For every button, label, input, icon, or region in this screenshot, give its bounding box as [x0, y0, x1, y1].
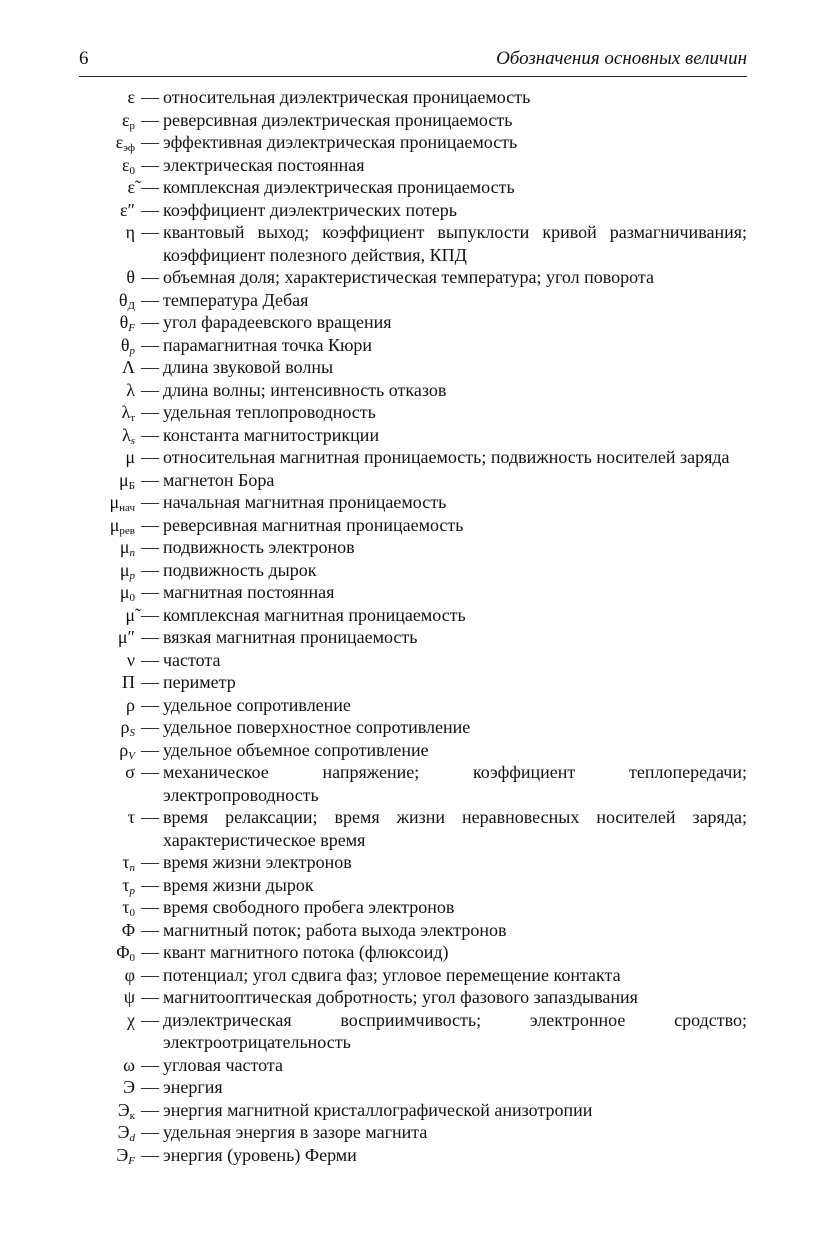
symbol — [79, 334, 135, 357]
definition: время жизни дырок — [163, 874, 314, 895]
definition: время свободного пробега электронов — [163, 897, 455, 917]
definition: длина волны; интенсивность отказов — [163, 379, 447, 400]
em-dash: — — [141, 739, 159, 760]
symbol-base: ρ — [126, 694, 135, 715]
symbol — [79, 896, 135, 919]
list-item — [79, 536, 747, 559]
list-item — [79, 649, 747, 672]
page-header — [79, 48, 747, 72]
em-dash: — — [141, 1099, 159, 1120]
definition: угловая частота — [163, 1054, 283, 1075]
symbol-base: Э — [116, 1144, 129, 1165]
list-item — [79, 761, 747, 806]
symbol — [79, 761, 135, 784]
symbol — [79, 469, 135, 492]
symbol — [79, 311, 135, 334]
list-item — [79, 221, 747, 266]
definition: время релаксации; время жизни неравновесных носителей заряда; характеристическое время — [163, 807, 747, 850]
definition: время жизни электронов — [163, 852, 352, 872]
symbol — [79, 424, 135, 447]
symbol-base: τ — [122, 852, 130, 872]
symbol — [79, 1144, 135, 1167]
symbol — [79, 964, 135, 987]
symbol — [79, 806, 135, 829]
symbol-subscript: s — [130, 434, 135, 447]
em-dash: — — [141, 582, 159, 602]
symbol-base: ρ — [119, 739, 129, 760]
em-dash: — — [141, 199, 159, 220]
list-item — [79, 401, 747, 424]
definition: начальная магнитная проницаемость — [163, 492, 447, 512]
list-item — [79, 109, 747, 132]
definition: объемная доля; характеристическая температура; угол поворота — [163, 267, 654, 287]
symbol — [79, 986, 135, 1009]
symbol-base: ψ — [123, 987, 135, 1007]
symbol-subscript: p — [129, 344, 135, 357]
symbol — [79, 491, 135, 514]
em-dash: — — [141, 537, 159, 557]
definition: удельное объемное сопротивление — [163, 739, 429, 760]
definition: удельная теплопроводность — [163, 402, 376, 422]
symbol-subscript: р — [129, 119, 135, 132]
list-item — [79, 716, 747, 739]
em-dash: — — [141, 424, 159, 445]
em-dash: — — [141, 964, 159, 985]
definition: удельное сопротивление — [163, 694, 351, 715]
symbol-subscript: n — [129, 547, 135, 559]
symbol-base: θ — [126, 267, 135, 287]
list-item — [79, 874, 747, 897]
em-dash: — — [141, 492, 159, 512]
symbol — [79, 1099, 135, 1122]
list-item — [79, 266, 747, 289]
em-dash: — — [141, 469, 159, 490]
symbol-base: ε — [121, 154, 130, 175]
symbol — [79, 1076, 135, 1099]
symbol-base: λ — [126, 379, 135, 400]
list-item — [79, 941, 747, 964]
symbol — [79, 1121, 135, 1144]
definition: парамагнитная точка Кюри — [163, 334, 373, 355]
list-item — [79, 514, 747, 537]
definition: магнетон Бора — [163, 469, 275, 490]
symbol — [79, 86, 135, 109]
symbol-base: θ — [118, 289, 128, 310]
symbol-subscript: V — [128, 749, 135, 762]
list-item — [79, 469, 747, 492]
symbol — [79, 649, 135, 672]
definition: магнитная постоянная — [163, 582, 335, 602]
em-dash: — — [141, 762, 159, 782]
symbol — [79, 604, 135, 627]
list-item — [79, 604, 747, 627]
definition: вязкая магнитная проницаемость — [163, 627, 418, 647]
definition: комплексная диэлектрическая проницаемость — [163, 177, 515, 197]
em-dash: — — [141, 109, 159, 130]
definition: относительная диэлектрическая проницаемость — [163, 87, 531, 107]
symbol — [79, 941, 135, 964]
symbol-base: ε — [115, 132, 124, 152]
symbol-base: ν — [126, 649, 135, 670]
list-item — [79, 446, 747, 469]
symbol — [79, 536, 135, 559]
list-item — [79, 694, 747, 717]
symbol-base: θ — [119, 312, 129, 332]
symbol-base: μ — [119, 559, 130, 580]
definition: квантовый выход; коэффициент выпуклости кривой размагничивания; коэффициент полезного действия, КПД — [163, 222, 747, 265]
definition: магнитный поток; работа выхода электронов — [163, 919, 507, 940]
symbol-subscript: p — [129, 884, 135, 897]
symbol — [79, 131, 135, 154]
symbol-subscript: S — [129, 727, 135, 739]
definition: коэффициент диэлектрических потерь — [163, 199, 457, 220]
symbol-base: μ — [125, 447, 135, 467]
list-item — [79, 199, 747, 222]
symbol-base: μ — [109, 492, 120, 512]
symbol — [79, 559, 135, 582]
em-dash: — — [141, 267, 159, 287]
symbol-base: Φ — [121, 919, 135, 940]
definition: удельное поверхностное сопротивление — [163, 717, 471, 737]
symbol — [79, 266, 135, 289]
list-item — [79, 1121, 747, 1144]
symbol — [79, 581, 135, 604]
symbol — [79, 874, 135, 897]
symbol-base: ε″ — [119, 199, 135, 220]
symbol-base: φ — [124, 964, 135, 985]
list-item — [79, 311, 747, 334]
symbol — [79, 446, 135, 469]
symbol-subscript: p — [129, 569, 135, 582]
em-dash: — — [141, 222, 159, 242]
em-dash: — — [141, 357, 159, 377]
em-dash: — — [141, 334, 159, 355]
symbol-base: μ — [119, 469, 129, 490]
symbol-subscript: d — [129, 1132, 135, 1144]
em-dash: — — [141, 402, 159, 422]
symbol-base: μ — [119, 537, 130, 557]
list-item — [79, 626, 747, 649]
em-dash: — — [141, 649, 159, 670]
definition: константа магнитострикции — [163, 424, 380, 445]
symbol-base: μ″ — [117, 627, 135, 647]
definition: энергия (уровень) Ферми — [163, 1144, 357, 1165]
definition: периметр — [163, 672, 236, 692]
header-rule — [79, 76, 747, 77]
definition: относительная магнитная проницаемость; подвижность носителей заряда — [163, 447, 730, 467]
em-dash: — — [141, 1054, 159, 1075]
symbol — [79, 626, 135, 649]
symbol-subscript: Д — [127, 299, 135, 312]
symbol — [79, 289, 135, 312]
symbol-list — [79, 86, 747, 1166]
list-item — [79, 356, 747, 379]
list-item — [79, 581, 747, 604]
symbol-base: Э — [117, 1122, 130, 1142]
symbol-subscript: к — [129, 1109, 135, 1122]
symbol-subscript: 0 — [129, 592, 135, 604]
symbol-base: ε̃ — [127, 177, 135, 197]
symbol-base: ρ — [120, 717, 130, 737]
symbol-base: Π — [122, 672, 135, 692]
list-item — [79, 1099, 747, 1122]
symbol-subscript: т — [130, 412, 135, 424]
symbol-base: μ — [119, 582, 130, 602]
list-item — [79, 851, 747, 874]
symbol-subscript: F — [128, 322, 135, 334]
em-dash: — — [141, 604, 159, 625]
symbol-base: μ̃ — [125, 604, 135, 625]
em-dash: — — [141, 177, 159, 197]
em-dash: — — [141, 1144, 159, 1165]
definition: комплексная магнитная проницаемость — [163, 604, 466, 625]
symbol-subscript: 0 — [129, 952, 135, 964]
em-dash: — — [141, 919, 159, 940]
em-dash: — — [141, 1009, 159, 1030]
symbol-base: μ — [109, 514, 120, 535]
definition: квант магнитного потока (флюксоид) — [163, 942, 449, 962]
symbol — [79, 1054, 135, 1077]
symbol-base: τ — [122, 874, 130, 895]
em-dash: — — [141, 672, 159, 692]
page-number: 6 — [79, 48, 89, 69]
list-item — [79, 86, 747, 109]
symbol — [79, 356, 135, 379]
em-dash: — — [141, 717, 159, 737]
symbol-base: η — [125, 222, 135, 242]
em-dash: — — [141, 1122, 159, 1142]
em-dash: — — [141, 87, 159, 107]
definition: диэлектрическая восприимчивость; электронное сродство; электроотрицательность — [163, 1009, 747, 1052]
definition: энергия магнитной кристаллографической анизотропии — [163, 1099, 593, 1120]
em-dash: — — [141, 694, 159, 715]
list-item — [79, 289, 747, 312]
em-dash: — — [141, 627, 159, 647]
em-dash: — — [141, 447, 159, 467]
em-dash: — — [141, 1077, 159, 1097]
em-dash: — — [141, 987, 159, 1007]
running-title: Обозначения основных величин — [496, 48, 747, 69]
symbol — [79, 199, 135, 222]
symbol-base: λ — [121, 402, 131, 422]
em-dash: — — [141, 312, 159, 332]
definition: длина звуковой волны — [163, 357, 334, 377]
symbol — [79, 671, 135, 694]
symbol — [79, 739, 135, 762]
symbol-base: Φ — [116, 942, 130, 962]
symbol — [79, 1009, 135, 1032]
symbol-base: τ — [127, 807, 135, 827]
symbol-base: Λ — [121, 357, 135, 377]
symbol-base: λ — [121, 424, 131, 445]
list-item — [79, 154, 747, 177]
em-dash: — — [141, 942, 159, 962]
symbol-base: ε — [121, 109, 130, 130]
symbol — [79, 851, 135, 874]
symbol — [79, 694, 135, 717]
symbol — [79, 109, 135, 132]
symbol-base: τ — [122, 897, 130, 917]
em-dash: — — [141, 132, 159, 152]
symbol-base: χ — [127, 1009, 135, 1030]
symbol-base: Э — [117, 1099, 130, 1120]
em-dash: — — [141, 154, 159, 175]
symbol-subscript: n — [129, 862, 135, 874]
definition: подвижность дырок — [163, 559, 317, 580]
symbol — [79, 401, 135, 424]
definition: механическое напряжение; коэффициент теплопередачи; электропроводность — [163, 762, 747, 805]
symbol — [79, 221, 135, 244]
list-item — [79, 379, 747, 402]
definition: электрическая постоянная — [163, 154, 365, 175]
symbol — [79, 514, 135, 537]
definition: магнитооптическая добротность; угол фазового запаздывания — [163, 987, 638, 1007]
symbol-base: ε — [127, 87, 135, 107]
definition: энергия — [163, 1077, 223, 1097]
list-item — [79, 491, 747, 514]
em-dash: — — [141, 559, 159, 580]
definition: реверсивная магнитная проницаемость — [163, 514, 464, 535]
em-dash: — — [141, 897, 159, 917]
symbol — [79, 176, 135, 199]
list-item — [79, 986, 747, 1009]
list-item — [79, 334, 747, 357]
symbol-subscript: 0 — [129, 907, 135, 919]
symbol — [79, 716, 135, 739]
definition: реверсивная диэлектрическая проницаемость — [163, 109, 513, 130]
list-item — [79, 176, 747, 199]
em-dash: — — [141, 514, 159, 535]
list-item — [79, 671, 747, 694]
symbol-base: Э — [123, 1077, 135, 1097]
symbol-subscript: Б — [128, 479, 135, 492]
symbol — [79, 154, 135, 177]
list-item — [79, 131, 747, 154]
symbol-subscript: F — [128, 1154, 135, 1167]
list-item — [79, 559, 747, 582]
symbol-base: σ — [125, 762, 135, 782]
definition: подвижность электронов — [163, 537, 355, 557]
symbol-subscript: 0 — [129, 164, 135, 177]
symbol — [79, 919, 135, 942]
definition: эффективная диэлектрическая проницаемость — [163, 132, 518, 152]
list-item — [79, 424, 747, 447]
symbol-base: ω — [123, 1054, 135, 1075]
em-dash: — — [141, 807, 159, 827]
definition: температура Дебая — [163, 289, 309, 310]
list-item — [79, 1076, 747, 1099]
list-item — [79, 739, 747, 762]
definition: угол фарадеевского вращения — [163, 312, 392, 332]
definition: удельная энергия в зазоре магнита — [163, 1122, 428, 1142]
definition: потенциал; угол сдвига фаз; угловое перемещение контакта — [163, 964, 621, 985]
symbol-subscript: рев — [119, 524, 135, 537]
symbol-subscript: нач — [119, 502, 135, 514]
symbol-subscript: эф — [123, 142, 135, 154]
list-item — [79, 1054, 747, 1077]
list-item — [79, 919, 747, 942]
em-dash: — — [141, 852, 159, 872]
list-item — [79, 806, 747, 851]
list-item — [79, 1144, 747, 1167]
symbol — [79, 379, 135, 402]
em-dash: — — [141, 289, 159, 310]
em-dash: — — [141, 379, 159, 400]
list-item — [79, 964, 747, 987]
list-item — [79, 1009, 747, 1054]
list-item — [79, 896, 747, 919]
em-dash: — — [141, 874, 159, 895]
symbol-base: θ — [120, 334, 130, 355]
definition: частота — [163, 649, 221, 670]
